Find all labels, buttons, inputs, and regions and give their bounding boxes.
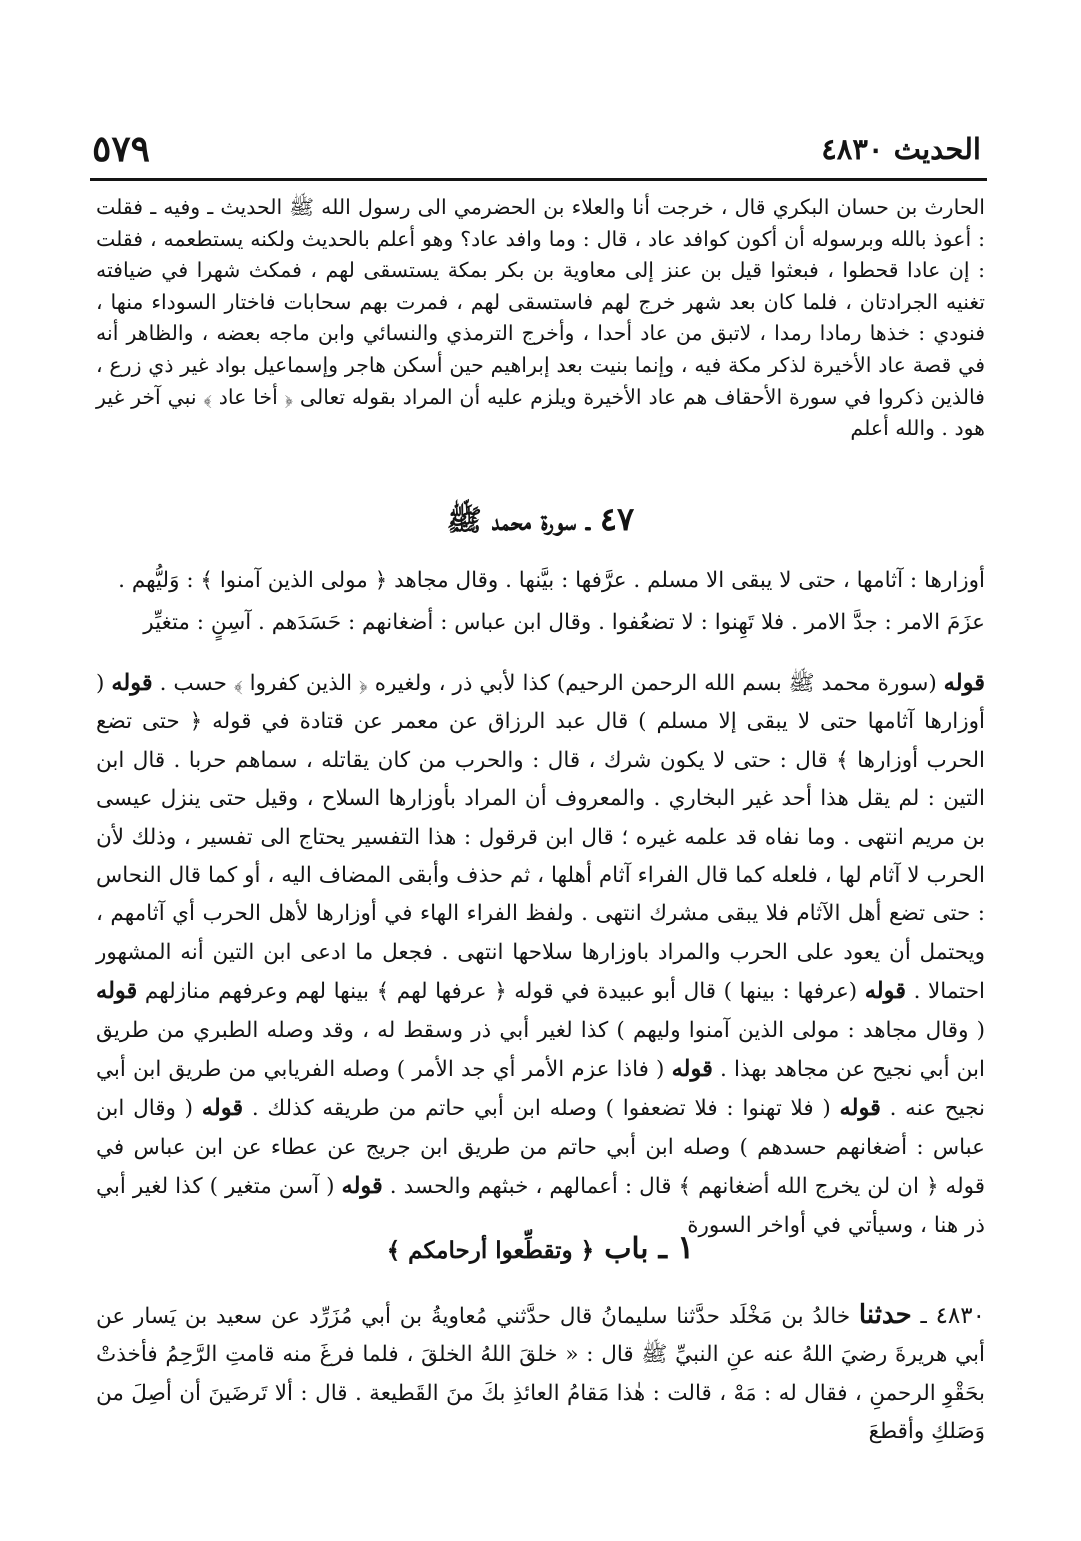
- commentary-segment: ( وقال ابن عباس : أضغانهم حسدهم ) وصله ابن أبي حاتم من طريق ابن جريج عن عطاء عن ابن عباس في قوله ﴿ ان لن يخرج الله أضغانهم ﴾ قال : أعمالهم ، خبثهم والحسد .: [96, 1096, 986, 1200]
- surah-title: ـ سورة محمد ﷺ: [446, 503, 590, 537]
- qawluhu-marker: قوله: [341, 1173, 383, 1200]
- header-rule: [90, 178, 987, 181]
- qawluhu-marker: قوله: [671, 1056, 713, 1083]
- commentary-segment: ( آسن متغير ) كذا لغير أبي ذر هنا ، وسيأتي في أواخر السورة: [96, 1174, 985, 1238]
- verse-line-1: أوزارها : آثامها ، حتى لا يبقى الا مسلم . عرَّفها : بيَّنها . وقال مجاهد ﴿ مولى الذين آمنوا ﴾ : وَليُّهم .: [118, 568, 985, 593]
- qawluhu-marker: قوله: [111, 670, 153, 696]
- hadith-number: ٤٨٣٠: [935, 1303, 985, 1329]
- commentary-segment: ( وقال مجاهد : مولى الذين آمنوا وليهم ) كذا لغير أبي ذر وسقط له ، وقد وصله الطبري من طريق ابن أبي نجيح عن مجاهد بهذا .: [96, 1017, 985, 1083]
- commentary-paragraph: [96, 664, 985, 1245]
- intro-paragraph: [96, 192, 985, 445]
- page-number: ٥٧٩: [92, 128, 151, 170]
- commentary-segment: (سورة محمد ﷺ بسم الله الرحمن الرحيم) كذا لأبي ذر ، ولغيره ﴿ الذين كفروا ﴾ حسب .: [152, 671, 944, 696]
- qawluhu-marker: قوله: [864, 978, 907, 1005]
- bab-label: ـ باب: [604, 1231, 668, 1265]
- verse-explanations: [96, 560, 985, 644]
- surah-heading: [96, 500, 985, 545]
- verse-line-2: عزَمَ الامر : جدَّ الامر . فلا تَهِنوا : لا تضعُفوا . وقال ابن عباس : أضغانهم : حَسَدَهم . آسِنٍ : متغيِّر: [143, 610, 985, 635]
- haddathana-marker: حدثنا: [858, 1300, 912, 1330]
- running-title: الحديث ٤٨٣٠: [821, 132, 981, 166]
- intro-text: الحارث بن حسان البكري قال ، خرجت أنا والعلاء بن الحضرمي الى رسول الله ﷺ الحديث ـ وفيه ـ فقلت : أعوذ بالله وبرسوله أن أكون كوافد عاد ، قال : وما وافد عاد؟ وهو أعلم بالحديث ولكنه يستطعمه ، فقلت : إن عادا قحطوا ، فبعثوا قيل بن عنز إلى معاوية بن بكر بمكة يستسقى لهم ، فمكث شهرا في ضيافته تغنيه الجرادتان ، فلما كان بعد شهر خرج لهم فاستسقى لهم ، فمرت بهم سحابات فاختار السوداء منها ، فنودي : خذها رمادا رمدا ، لاتبق من عاد أحدا ، وأخرج الترمذي والنسائي وابن ماجه بعضه ، والظاهر أنه في قصة عاد الأخيرة لذكر مكة فيه ، وإنما بنيت بعد إبراهيم حين أسكن هاجر وإسماعيل بواد غير ذي زرع ، فالذين ذكروا في سورة الأحقاف هم عاد الأخيرة ويلزم عليه أن المراد بقوله تعالى ﴿ أخا عاد ﴾ نبي آخر غير هود . والله أعلم: [96, 195, 985, 441]
- qawluhu-marker: قوله: [839, 1095, 881, 1122]
- bab-verse: ﴿ وتقطِّعوا أرحامكم ﴾: [386, 1237, 595, 1264]
- bab-heading: [96, 1228, 985, 1266]
- qawluhu-marker: قوله: [201, 1095, 244, 1122]
- commentary-segment: ( فلا تهنوا : فلا تضعفوا ) وصله ابن أبي حاتم من طريقه كذلك .: [243, 1096, 840, 1122]
- commentary-segment: ( فاذا عزم الأمر أي جد الأمر ) وصله الفريابي من طريق ابن أبي نجيح عنه .: [96, 1057, 985, 1122]
- bab-number: ١: [677, 1228, 695, 1266]
- commentary-segment: ( أوزارها آثامها حتى لا يبقى إلا مسلم ) قال عبد الرزاق عن معمر عن قتادة في قوله ﴿ حتى تضع الحرب أوزارها ﴾ قال : حتى لا يكون شرك ، قال : والحرب من كان يقاتله ، سماهم حربا . قال ابن التين : لم يقل هذا أحد غير البخاري . والمعروف أن المراد بأوزارها السلاح ، وقيل حتى ينزل عيسى بن مريم انتهى . وما نفاه قد علمه غيره ؛ قال ابن قرقول : هذا التفسير يحتاج الى تفسير ، وذلك لأن الحرب لا آثام لها ، فلعله كما قال الفراء آثام أهلها ، ثم حذف وأبقى المضاف اليه ، أو كما قال النحاس : حتى تضع أهل الآثام فلا يبقى مشرك انتهى . ولفظ الفراء الهاء في أوزارها لأهل الحرب أي آثامهم ، ويحتمل أن يعود على الحرب والمراد باوزارها سلاحها انتهى . فجعل ما ادعى ابن التين أنه المشهور احتمالا .: [96, 671, 986, 1005]
- hadith-paragraph: ٤٨٣٠ ـ حدثنا خالدُ بن مَخْلَد حدَّثنا سليمانُ قال حدَّثني مُعاويةُ بن أبي مُزَرِّد عن سعيد بن يَسار عن أبي هريرةَ رضيَ اللهُ عنه عنِ النبيِّ ﷺ قال : « خلقَ اللهُ الخلقَ ، فلما فرغَ منه قامتِ الرَّحِمُ فأخذتْ بحَقْوِ الرحمنِ ، فقال له : مَهْ ، قالت : هٰذا مَقامُ العائذِ بكَ منَ القَطيعة . قال : ألا تَرضَينَ أن أصِلَ من وَصَلكِ وأقطعَ: [96, 1300, 985, 1445]
- surah-number: ٤٧: [599, 500, 635, 538]
- page-header: [92, 128, 981, 176]
- qawluhu-marker: قوله: [96, 978, 138, 1005]
- qawluhu-marker: قوله: [943, 670, 985, 696]
- commentary-segment: (عرفها : بينها ) قال أبو عبيدة في قوله ﴿ عرفها لهم ﴾ بينها لهم وعرفهم منازلهم: [137, 979, 865, 1005]
- hadith-text: خالدُ بن مَخْلَد حدَّثنا سليمانُ قال حدَّثني مُعاويةُ بن أبي مُزَرِّد عن سعيد بن يَسار عن أبي هريرةَ رضيَ اللهُ عنه عنِ النبيِّ ﷺ قال : « خلقَ اللهُ الخلقَ ، فلما فرغَ منه قامتِ الرَّحِمُ فأخذتْ بحَقْوِ الرحمنِ ، فقال له : مَهْ ، قالت : هٰذا مَقامُ العائذِ بكَ منَ القَطيعة . قال : ألا تَرضَينَ أن أصِلَ من وَصَلكِ وأقطعَ: [96, 1304, 985, 1445]
